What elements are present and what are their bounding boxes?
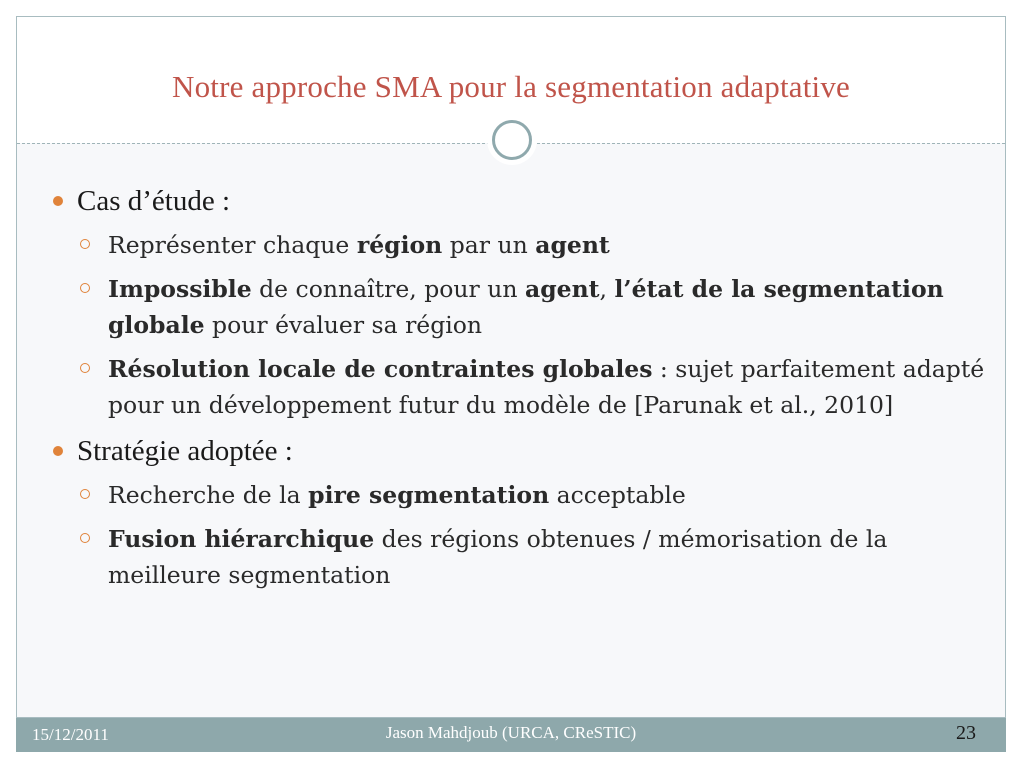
- slide-title: Notre approche SMA pour la segmentation adaptative: [171, 69, 851, 104]
- list-item-text: Fusion hiérarchique des régions obtenues / mémorisation de la meilleure segmentation: [108, 525, 888, 589]
- list-item-text: Représenter chaque région par un agent: [108, 231, 610, 259]
- list-item-text: Recherche de la pire segmentation acceptable: [108, 481, 686, 509]
- ring-bullet-icon: [80, 489, 90, 499]
- circle-ornament-icon: [487, 115, 537, 165]
- list-item: [47, 477, 987, 513]
- list-item: [47, 521, 987, 593]
- list-item-text: Impossible de connaître, pour un agent, l’état de la segmentation globale pour évaluer sa région: [108, 275, 944, 339]
- slide-footer: [16, 718, 1006, 752]
- list-item-text: Résolution locale de contraintes globales : sujet parfaitement adapté pour un développement futur du modèle de [Parunak et al., 2010]: [108, 355, 985, 419]
- slide-content: [47, 181, 987, 601]
- footer-author: Jason Mahdjoub (URCA, CReSTIC): [385, 723, 637, 742]
- section-heading: [47, 431, 987, 471]
- ring-bullet-icon: [80, 239, 90, 249]
- list-item: [47, 271, 987, 343]
- filled-bullet-icon: [53, 196, 63, 206]
- ring-bullet-icon: [80, 363, 90, 373]
- footer-date: 15/12/2011: [32, 725, 109, 744]
- list-item: [47, 351, 987, 423]
- list-item: [47, 227, 987, 263]
- circle-ornament-inner: [492, 120, 532, 160]
- ring-bullet-icon: [80, 283, 90, 293]
- ring-bullet-icon: [80, 533, 90, 543]
- page-number: 23: [956, 722, 976, 744]
- filled-bullet-icon: [53, 446, 63, 456]
- section-heading-text: Stratégie adoptée :: [77, 435, 293, 467]
- section-heading-text: Cas d’étude :: [77, 185, 231, 217]
- slide-frame: [16, 16, 1006, 718]
- section-heading: [47, 181, 987, 221]
